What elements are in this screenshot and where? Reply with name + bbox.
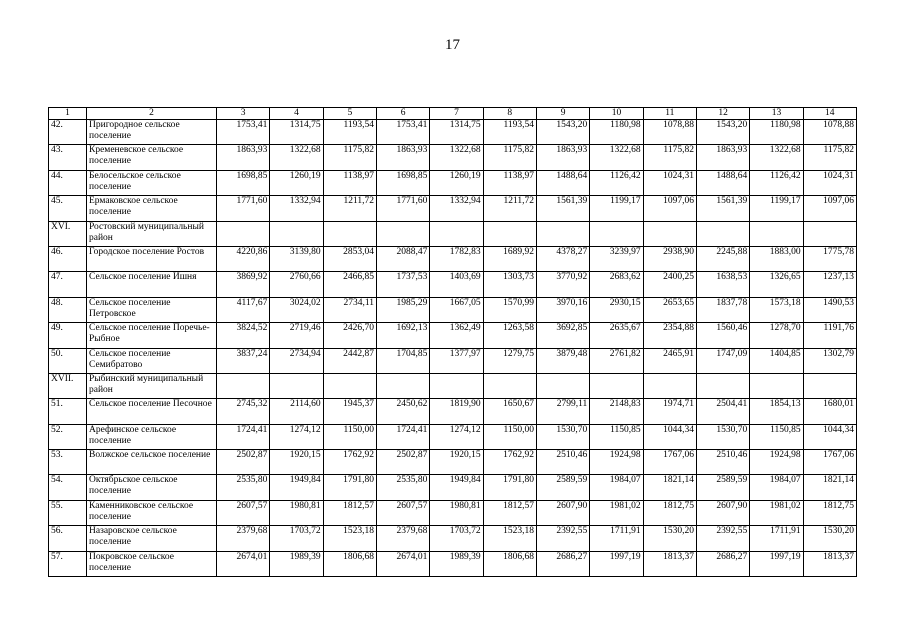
- value-cell: 1767,06: [643, 450, 696, 475]
- row-number: 45.: [49, 196, 87, 221]
- settlement-name: Октябрьское сельское поселение: [87, 475, 217, 500]
- value-cell: 1150,00: [483, 424, 536, 449]
- value-cell: 1650,67: [483, 399, 536, 424]
- value-cell: [323, 373, 376, 398]
- value-cell: 2502,87: [376, 450, 429, 475]
- value-cell: 4220,86: [217, 246, 270, 271]
- value-cell: 1638,53: [696, 272, 749, 297]
- row-number: 43.: [49, 145, 87, 170]
- value-cell: 1274,12: [430, 424, 483, 449]
- value-cell: 1302,79: [803, 348, 856, 373]
- value-cell: 1377,97: [430, 348, 483, 373]
- table-row: [49, 297, 857, 322]
- value-cell: 2686,27: [696, 551, 749, 576]
- value-cell: 1771,60: [217, 196, 270, 221]
- table-row: [49, 500, 857, 525]
- row-number: 55.: [49, 500, 87, 525]
- value-cell: 1322,68: [750, 145, 803, 170]
- value-cell: 1854,13: [750, 399, 803, 424]
- value-cell: 2853,04: [323, 246, 376, 271]
- value-cell: 1924,98: [590, 450, 643, 475]
- settlement-name: Сельское поселение Поречье-Рыбное: [87, 323, 217, 348]
- table-row: [49, 373, 857, 398]
- value-cell: 3239,97: [590, 246, 643, 271]
- value-cell: 1703,72: [270, 526, 323, 551]
- column-header-1: 1: [49, 108, 87, 120]
- table-row: [49, 170, 857, 195]
- value-cell: 1488,64: [696, 170, 749, 195]
- row-number: 52.: [49, 424, 87, 449]
- value-cell: 1322,68: [430, 145, 483, 170]
- value-cell: 1078,88: [803, 120, 856, 145]
- column-header-11: 11: [643, 108, 696, 120]
- value-cell: 1403,69: [430, 272, 483, 297]
- row-number: 56.: [49, 526, 87, 551]
- value-cell: 1530,70: [536, 424, 589, 449]
- settlement-name: Городское поселение Ростов: [87, 246, 217, 271]
- row-number: XVII.: [49, 373, 87, 398]
- value-cell: 1989,39: [430, 551, 483, 576]
- table-row: [49, 348, 857, 373]
- table-row: [49, 246, 857, 271]
- value-cell: 1362,49: [430, 323, 483, 348]
- value-cell: 2719,46: [270, 323, 323, 348]
- row-number: 47.: [49, 272, 87, 297]
- value-cell: 1924,98: [750, 450, 803, 475]
- value-cell: 1530,20: [643, 526, 696, 551]
- settlement-name: Арефинское сельское поселение: [87, 424, 217, 449]
- value-cell: 1404,85: [750, 348, 803, 373]
- value-cell: 1490,53: [803, 297, 856, 322]
- value-cell: [217, 221, 270, 246]
- table-row: [49, 450, 857, 475]
- settlement-name: Сельское поселение Песочное: [87, 399, 217, 424]
- value-cell: 2379,68: [217, 526, 270, 551]
- value-cell: 1211,72: [323, 196, 376, 221]
- column-header-7: 7: [430, 108, 483, 120]
- value-cell: 1985,29: [376, 297, 429, 322]
- value-cell: 1762,92: [483, 450, 536, 475]
- value-cell: 1949,84: [430, 475, 483, 500]
- settlement-name: Сельское поселение Ишня: [87, 272, 217, 297]
- table-row: [49, 399, 857, 424]
- value-cell: [536, 373, 589, 398]
- column-header-10: 10: [590, 108, 643, 120]
- value-cell: 2442,87: [323, 348, 376, 373]
- value-cell: 1819,90: [430, 399, 483, 424]
- value-cell: 1097,06: [803, 196, 856, 221]
- value-cell: 2088,47: [376, 246, 429, 271]
- value-cell: 2504,41: [696, 399, 749, 424]
- value-cell: 1813,37: [643, 551, 696, 576]
- value-cell: 4378,27: [536, 246, 589, 271]
- value-cell: 1314,75: [430, 120, 483, 145]
- value-cell: 1680,01: [803, 399, 856, 424]
- tariff-table: [48, 107, 857, 577]
- value-cell: 2635,67: [590, 323, 643, 348]
- value-cell: 2392,55: [536, 526, 589, 551]
- value-cell: 1260,19: [270, 170, 323, 195]
- value-cell: [643, 373, 696, 398]
- value-cell: 1126,42: [750, 170, 803, 195]
- row-number: 51.: [49, 399, 87, 424]
- value-cell: 2607,57: [217, 500, 270, 525]
- value-cell: [750, 373, 803, 398]
- page-number: 17: [445, 37, 460, 53]
- value-cell: [217, 373, 270, 398]
- value-cell: [430, 221, 483, 246]
- value-cell: 2674,01: [376, 551, 429, 576]
- value-cell: 2589,59: [536, 475, 589, 500]
- row-number: 53.: [49, 450, 87, 475]
- value-cell: 2734,94: [270, 348, 323, 373]
- value-cell: 2510,46: [536, 450, 589, 475]
- table-row: [49, 424, 857, 449]
- value-cell: [376, 373, 429, 398]
- row-number: 49.: [49, 323, 87, 348]
- value-cell: [483, 373, 536, 398]
- value-cell: [750, 221, 803, 246]
- value-cell: 2930,15: [590, 297, 643, 322]
- column-header-3: 3: [217, 108, 270, 120]
- value-cell: 1863,93: [217, 145, 270, 170]
- settlement-name: Сельское поселение Петровское: [87, 297, 217, 322]
- value-cell: 1771,60: [376, 196, 429, 221]
- value-cell: 1711,91: [750, 526, 803, 551]
- column-header-13: 13: [750, 108, 803, 120]
- value-cell: 1762,92: [323, 450, 376, 475]
- value-cell: [803, 373, 856, 398]
- value-cell: 1837,78: [696, 297, 749, 322]
- table-row: [49, 323, 857, 348]
- value-cell: 1980,81: [270, 500, 323, 525]
- value-cell: 3879,48: [536, 348, 589, 373]
- value-cell: 1806,68: [323, 551, 376, 576]
- value-cell: 1974,71: [643, 399, 696, 424]
- value-cell: 1698,85: [376, 170, 429, 195]
- value-cell: 1523,18: [323, 526, 376, 551]
- value-cell: 1278,70: [750, 323, 803, 348]
- value-cell: 1806,68: [483, 551, 536, 576]
- value-cell: 1150,85: [750, 424, 803, 449]
- value-cell: 1984,07: [750, 475, 803, 500]
- value-cell: 1791,80: [483, 475, 536, 500]
- value-cell: 1523,18: [483, 526, 536, 551]
- settlement-name: Ростовский муниципальный район: [87, 221, 217, 246]
- value-cell: 1199,17: [590, 196, 643, 221]
- value-cell: 3837,24: [217, 348, 270, 373]
- value-cell: 1821,14: [803, 475, 856, 500]
- value-cell: 4117,67: [217, 297, 270, 322]
- value-cell: 1753,41: [217, 120, 270, 145]
- value-cell: 2761,82: [590, 348, 643, 373]
- value-cell: 1863,93: [536, 145, 589, 170]
- value-cell: 1782,83: [430, 246, 483, 271]
- column-header-12: 12: [696, 108, 749, 120]
- value-cell: 1044,34: [643, 424, 696, 449]
- value-cell: 2379,68: [376, 526, 429, 551]
- column-header-4: 4: [270, 108, 323, 120]
- value-cell: 1150,85: [590, 424, 643, 449]
- value-cell: 2354,88: [643, 323, 696, 348]
- value-cell: 1193,54: [483, 120, 536, 145]
- value-cell: [270, 373, 323, 398]
- value-cell: 2535,80: [217, 475, 270, 500]
- value-cell: [323, 221, 376, 246]
- settlement-name: Рыбинский муниципальный район: [87, 373, 217, 398]
- value-cell: 1024,31: [803, 170, 856, 195]
- value-cell: 2607,90: [696, 500, 749, 525]
- row-number: 48.: [49, 297, 87, 322]
- table-row: [49, 221, 857, 246]
- value-cell: [643, 221, 696, 246]
- value-cell: 1883,00: [750, 246, 803, 271]
- value-cell: 1150,00: [323, 424, 376, 449]
- value-cell: 1561,39: [696, 196, 749, 221]
- value-cell: 1175,82: [323, 145, 376, 170]
- value-cell: 1332,94: [430, 196, 483, 221]
- row-number: 44.: [49, 170, 87, 195]
- value-cell: 1274,12: [270, 424, 323, 449]
- value-cell: 1543,20: [536, 120, 589, 145]
- settlement-name: Ермаковское сельское поселение: [87, 196, 217, 221]
- value-cell: 2148,83: [590, 399, 643, 424]
- value-cell: 1193,54: [323, 120, 376, 145]
- value-cell: 1997,19: [590, 551, 643, 576]
- value-cell: 3970,16: [536, 297, 589, 322]
- value-cell: 2607,57: [376, 500, 429, 525]
- value-cell: 1530,20: [803, 526, 856, 551]
- value-cell: 2674,01: [217, 551, 270, 576]
- value-cell: 1791,80: [323, 475, 376, 500]
- value-cell: 1199,17: [750, 196, 803, 221]
- value-cell: 1322,68: [590, 145, 643, 170]
- settlement-name: Каменниковское сельское поселение: [87, 500, 217, 525]
- value-cell: 1097,06: [643, 196, 696, 221]
- column-header-6: 6: [376, 108, 429, 120]
- value-cell: 2502,87: [217, 450, 270, 475]
- column-header-2: 2: [87, 108, 217, 120]
- value-cell: 1775,78: [803, 246, 856, 271]
- value-cell: 1812,75: [803, 500, 856, 525]
- value-cell: 1263,58: [483, 323, 536, 348]
- value-cell: 1980,81: [430, 500, 483, 525]
- value-cell: 1997,19: [750, 551, 803, 576]
- value-cell: 1561,39: [536, 196, 589, 221]
- value-cell: 1570,99: [483, 297, 536, 322]
- value-cell: 1724,41: [376, 424, 429, 449]
- row-number: XVI.: [49, 221, 87, 246]
- value-cell: 2535,80: [376, 475, 429, 500]
- value-cell: 1260,19: [430, 170, 483, 195]
- value-cell: 1711,91: [590, 526, 643, 551]
- value-cell: 2589,59: [696, 475, 749, 500]
- value-cell: 2450,62: [376, 399, 429, 424]
- value-cell: 1945,37: [323, 399, 376, 424]
- value-cell: 2653,65: [643, 297, 696, 322]
- value-cell: 1753,41: [376, 120, 429, 145]
- value-cell: 1314,75: [270, 120, 323, 145]
- value-cell: 2683,62: [590, 272, 643, 297]
- value-cell: 1175,82: [803, 145, 856, 170]
- value-cell: 2745,32: [217, 399, 270, 424]
- value-cell: [536, 221, 589, 246]
- table-row: [49, 551, 857, 576]
- table-row: [49, 145, 857, 170]
- value-cell: 1698,85: [217, 170, 270, 195]
- value-cell: [590, 221, 643, 246]
- value-cell: 1689,92: [483, 246, 536, 271]
- value-cell: 1332,94: [270, 196, 323, 221]
- value-cell: 1863,93: [376, 145, 429, 170]
- column-header-8: 8: [483, 108, 536, 120]
- value-cell: 3692,85: [536, 323, 589, 348]
- value-cell: 2938,90: [643, 246, 696, 271]
- value-cell: 1560,46: [696, 323, 749, 348]
- value-cell: 1989,39: [270, 551, 323, 576]
- value-cell: 1737,53: [376, 272, 429, 297]
- row-number: 50.: [49, 348, 87, 373]
- value-cell: 2245,88: [696, 246, 749, 271]
- value-cell: 1812,75: [643, 500, 696, 525]
- value-cell: 1704,85: [376, 348, 429, 373]
- row-number: 46.: [49, 246, 87, 271]
- table-header-row: [49, 108, 857, 120]
- value-cell: 1191,76: [803, 323, 856, 348]
- value-cell: [376, 221, 429, 246]
- value-cell: [803, 221, 856, 246]
- value-cell: 1237,13: [803, 272, 856, 297]
- value-cell: [590, 373, 643, 398]
- value-cell: 1573,18: [750, 297, 803, 322]
- value-cell: 2510,46: [696, 450, 749, 475]
- value-cell: 1044,34: [803, 424, 856, 449]
- value-cell: 3770,92: [536, 272, 589, 297]
- value-cell: 1326,65: [750, 272, 803, 297]
- table-body: [49, 120, 857, 577]
- column-header-5: 5: [323, 108, 376, 120]
- value-cell: 1981,02: [750, 500, 803, 525]
- settlement-name: Пригородное сельское поселение: [87, 120, 217, 145]
- value-cell: 1724,41: [217, 424, 270, 449]
- value-cell: 1138,97: [483, 170, 536, 195]
- row-number: 54.: [49, 475, 87, 500]
- value-cell: 1488,64: [536, 170, 589, 195]
- value-cell: 1812,57: [483, 500, 536, 525]
- value-cell: 3824,52: [217, 323, 270, 348]
- table-row: [49, 120, 857, 145]
- column-header-9: 9: [536, 108, 589, 120]
- value-cell: 2426,70: [323, 323, 376, 348]
- value-cell: 1211,72: [483, 196, 536, 221]
- settlement-name: Покровское сельское поселение: [87, 551, 217, 576]
- value-cell: 2686,27: [536, 551, 589, 576]
- table-row: [49, 272, 857, 297]
- value-cell: 1984,07: [590, 475, 643, 500]
- value-cell: 1303,73: [483, 272, 536, 297]
- value-cell: 3024,02: [270, 297, 323, 322]
- value-cell: [270, 221, 323, 246]
- value-cell: 1747,09: [696, 348, 749, 373]
- value-cell: 3869,92: [217, 272, 270, 297]
- value-cell: 1703,72: [430, 526, 483, 551]
- value-cell: 1863,93: [696, 145, 749, 170]
- value-cell: 1981,02: [590, 500, 643, 525]
- settlement-name: Волжское сельское поселение: [87, 450, 217, 475]
- value-cell: 1812,57: [323, 500, 376, 525]
- value-cell: 2400,25: [643, 272, 696, 297]
- value-cell: 1920,15: [430, 450, 483, 475]
- value-cell: 3139,80: [270, 246, 323, 271]
- table-row: [49, 196, 857, 221]
- value-cell: 2760,66: [270, 272, 323, 297]
- value-cell: [696, 221, 749, 246]
- value-cell: [483, 221, 536, 246]
- value-cell: 1767,06: [803, 450, 856, 475]
- value-cell: 2465,91: [643, 348, 696, 373]
- value-cell: 1024,31: [643, 170, 696, 195]
- value-cell: 1279,75: [483, 348, 536, 373]
- table-row: [49, 475, 857, 500]
- value-cell: 1813,37: [803, 551, 856, 576]
- value-cell: 1175,82: [483, 145, 536, 170]
- value-cell: 1126,42: [590, 170, 643, 195]
- value-cell: 2799,11: [536, 399, 589, 424]
- value-cell: 1180,98: [590, 120, 643, 145]
- value-cell: 1920,15: [270, 450, 323, 475]
- value-cell: 1543,20: [696, 120, 749, 145]
- value-cell: 1175,82: [643, 145, 696, 170]
- value-cell: 1692,13: [376, 323, 429, 348]
- value-cell: 1322,68: [270, 145, 323, 170]
- column-header-14: 14: [803, 108, 856, 120]
- row-number: 42.: [49, 120, 87, 145]
- value-cell: 1949,84: [270, 475, 323, 500]
- value-cell: 1180,98: [750, 120, 803, 145]
- row-number: 57.: [49, 551, 87, 576]
- settlement-name: Сельское поселение Семибратово: [87, 348, 217, 373]
- value-cell: 1078,88: [643, 120, 696, 145]
- value-cell: [430, 373, 483, 398]
- value-cell: 2607,90: [536, 500, 589, 525]
- value-cell: 2734,11: [323, 297, 376, 322]
- value-cell: 2114,60: [270, 399, 323, 424]
- value-cell: 1138,97: [323, 170, 376, 195]
- value-cell: 2392,55: [696, 526, 749, 551]
- value-cell: 1530,70: [696, 424, 749, 449]
- value-cell: [696, 373, 749, 398]
- settlement-name: Белосельское сельское поселение: [87, 170, 217, 195]
- table-row: [49, 526, 857, 551]
- value-cell: 2466,85: [323, 272, 376, 297]
- settlement-name: Кременевское сельское поселение: [87, 145, 217, 170]
- value-cell: 1821,14: [643, 475, 696, 500]
- value-cell: 1667,05: [430, 297, 483, 322]
- settlement-name: Назаровское сельское поселение: [87, 526, 217, 551]
